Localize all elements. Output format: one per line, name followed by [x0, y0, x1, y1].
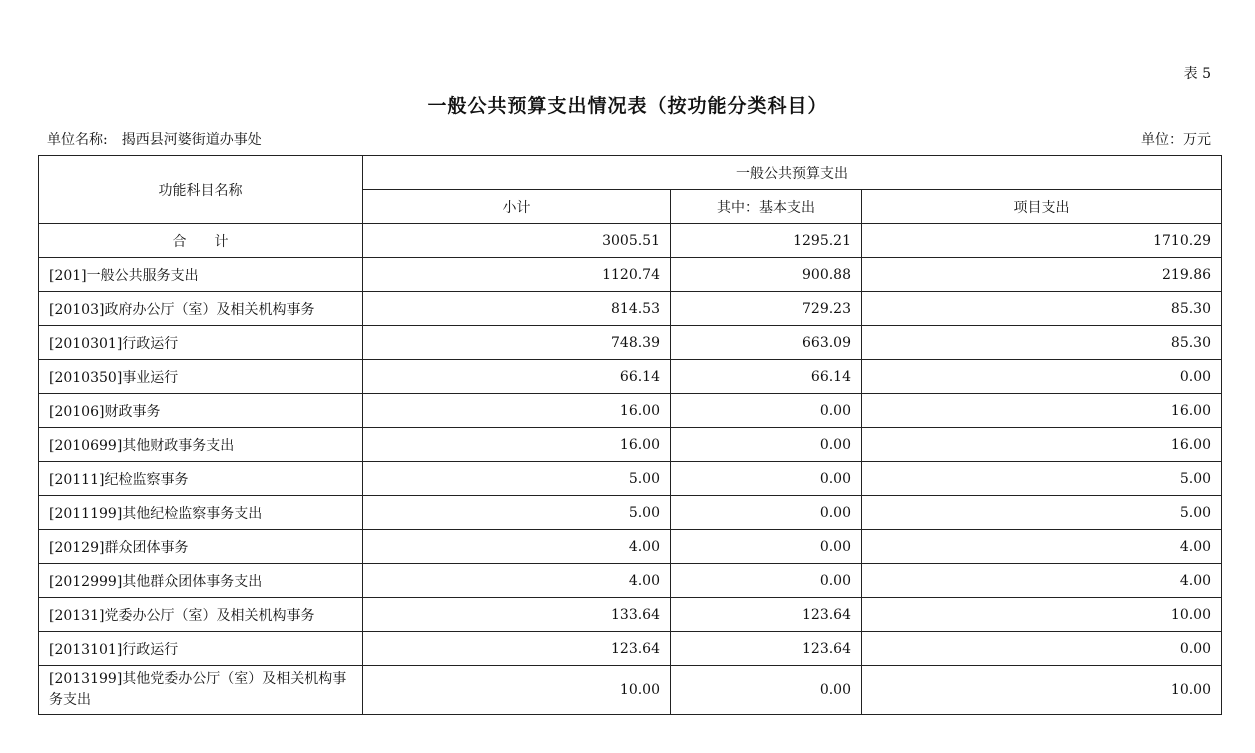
table-row	[39, 394, 1222, 428]
row-project: 16.00	[862, 428, 1222, 462]
row-name: [20131]党委办公厅（室）及相关机构事务	[39, 598, 363, 632]
row-basic: 0.00	[671, 496, 862, 530]
header-group: 一般公共预算支出	[363, 156, 1222, 190]
row-basic: 0.00	[671, 530, 862, 564]
row-basic: 66.14	[671, 360, 862, 394]
row-project: 4.00	[862, 530, 1222, 564]
row-project: 5.00	[862, 496, 1222, 530]
table-row	[39, 496, 1222, 530]
row-project: 219.86	[862, 258, 1222, 292]
header-project: 项目支出	[862, 190, 1222, 224]
table-row	[39, 564, 1222, 598]
row-name: [2010699]其他财政事务支出	[39, 428, 363, 462]
table-row	[39, 428, 1222, 462]
row-project: 4.00	[862, 564, 1222, 598]
row-basic: 0.00	[671, 428, 862, 462]
row-subtotal: 16.00	[363, 394, 671, 428]
row-name: [2011199]其他纪检监察事务支出	[39, 496, 363, 530]
table-row	[39, 530, 1222, 564]
row-basic: 900.88	[671, 258, 862, 292]
table-row	[39, 462, 1222, 496]
table-number: 表 5	[1183, 66, 1211, 82]
currency-unit: 单位：万元	[1141, 132, 1211, 148]
row-subtotal: 16.00	[363, 428, 671, 462]
row-name: [20111]纪检监察事务	[39, 462, 363, 496]
row-name: [20129]群众团体事务	[39, 530, 363, 564]
row-subtotal: 3005.51	[363, 224, 671, 258]
row-name: [2013199]其他党委办公厅（室）及相关机构事务支出	[39, 666, 363, 715]
row-name: [2012999]其他群众团体事务支出	[39, 564, 363, 598]
table-row	[39, 598, 1222, 632]
row-subtotal: 814.53	[363, 292, 671, 326]
table-row	[39, 224, 1222, 258]
row-project: 10.00	[862, 598, 1222, 632]
row-basic: 1295.21	[671, 224, 862, 258]
row-subtotal: 4.00	[363, 530, 671, 564]
row-project: 0.00	[862, 632, 1222, 666]
row-basic: 663.09	[671, 326, 862, 360]
row-subtotal: 5.00	[363, 496, 671, 530]
page-title: 一般公共预算支出情况表（按功能分类科目）	[427, 95, 828, 117]
header-basic: 其中：基本支出	[671, 190, 862, 224]
table-row	[39, 292, 1222, 326]
row-subtotal: 10.00	[363, 666, 671, 715]
budget-table	[38, 155, 1222, 715]
header-subtotal: 小计	[363, 190, 671, 224]
row-subtotal: 66.14	[363, 360, 671, 394]
row-name: [20103]政府办公厅（室）及相关机构事务	[39, 292, 363, 326]
row-subtotal: 5.00	[363, 462, 671, 496]
row-project: 1710.29	[862, 224, 1222, 258]
row-name: [201]一般公共服务支出	[39, 258, 363, 292]
row-subtotal: 4.00	[363, 564, 671, 598]
table-row	[39, 360, 1222, 394]
row-basic: 729.23	[671, 292, 862, 326]
row-name: [20106]财政事务	[39, 394, 363, 428]
row-subtotal: 1120.74	[363, 258, 671, 292]
row-project: 85.30	[862, 326, 1222, 360]
table-row	[39, 326, 1222, 360]
unit-name-label: 单位名称:	[47, 132, 108, 148]
unit-name-value: 揭西县河婆街道办事处	[121, 132, 262, 148]
row-name: [2010350]事业运行	[39, 360, 363, 394]
row-basic: 0.00	[671, 666, 862, 715]
row-project: 85.30	[862, 292, 1222, 326]
row-project: 0.00	[862, 360, 1222, 394]
row-name: [2013101]行政运行	[39, 632, 363, 666]
row-project: 16.00	[862, 394, 1222, 428]
unit-name-line	[47, 129, 262, 149]
row-subtotal: 123.64	[363, 632, 671, 666]
row-project: 10.00	[862, 666, 1222, 715]
row-basic: 0.00	[671, 394, 862, 428]
row-subtotal: 133.64	[363, 598, 671, 632]
row-name: 合 计	[39, 224, 363, 258]
header-func-name: 功能科目名称	[39, 156, 363, 224]
row-basic: 123.64	[671, 598, 862, 632]
row-basic: 123.64	[671, 632, 862, 666]
row-basic: 0.00	[671, 462, 862, 496]
row-name: [2010301]行政运行	[39, 326, 363, 360]
table-row	[39, 666, 1222, 715]
row-project: 5.00	[862, 462, 1222, 496]
row-subtotal: 748.39	[363, 326, 671, 360]
table-row	[39, 258, 1222, 292]
table-body	[39, 224, 1222, 715]
row-basic: 0.00	[671, 564, 862, 598]
table-row	[39, 632, 1222, 666]
